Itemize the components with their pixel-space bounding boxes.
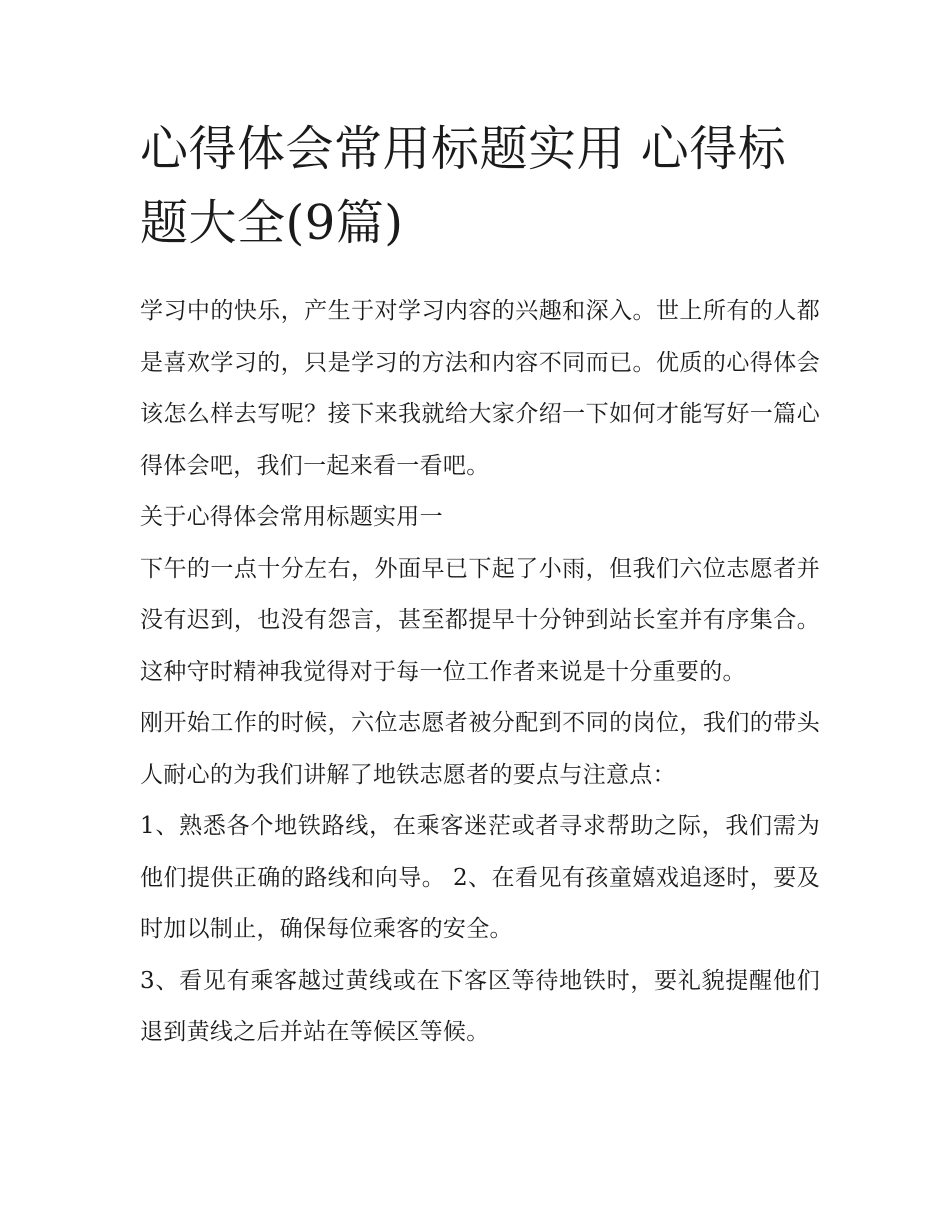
list-paragraph: 3、看见有乘客越过黄线或在下客区等待地铁时，要礼貌提醒他们退到黄线之后并站在等候区等候。 xyxy=(140,967,820,1045)
body-paragraph: 下午的一点十分左右，外面早已下起了小雨，但我们六位志愿者并没有迟到，也没有怨言，甚至都提早十分钟到站长室并有序集合。这种守时精神我觉得对于每一位工作者来说是十分重要的。 xyxy=(140,555,820,685)
document-title: 心得体会常用标题实用 心得标题大全(9篇) xyxy=(140,121,787,251)
section-heading: 关于心得体会常用标题实用一 xyxy=(140,504,443,530)
document-page xyxy=(140,112,820,1059)
list-paragraph: 1、熟悉各个地铁路线，在乘客迷茫或者寻求帮助之际，我们需为他们提供正确的路线和向导。 2、在看见有孩童嬉戏追逐时，要及时加以制止，确保每位乘客的安全。 xyxy=(140,813,820,942)
document-body xyxy=(140,286,820,1059)
body-paragraph: 刚开始工作的时候，六位志愿者被分配到不同的岗位，我们的带头人耐心的为我们讲解了地铁志愿者的要点与注意点： xyxy=(140,710,820,788)
intro-paragraph: 学习中的快乐，产生于对学习内容的兴趣和深入。世上所有的人都是喜欢学习的，只是学习的方法和内容不同而已。优质的心得体会该怎么样去写呢？接下来我就给大家介绍一下如何才能写好一篇心得体会吧，我们一起来看一看吧。 xyxy=(140,298,820,479)
